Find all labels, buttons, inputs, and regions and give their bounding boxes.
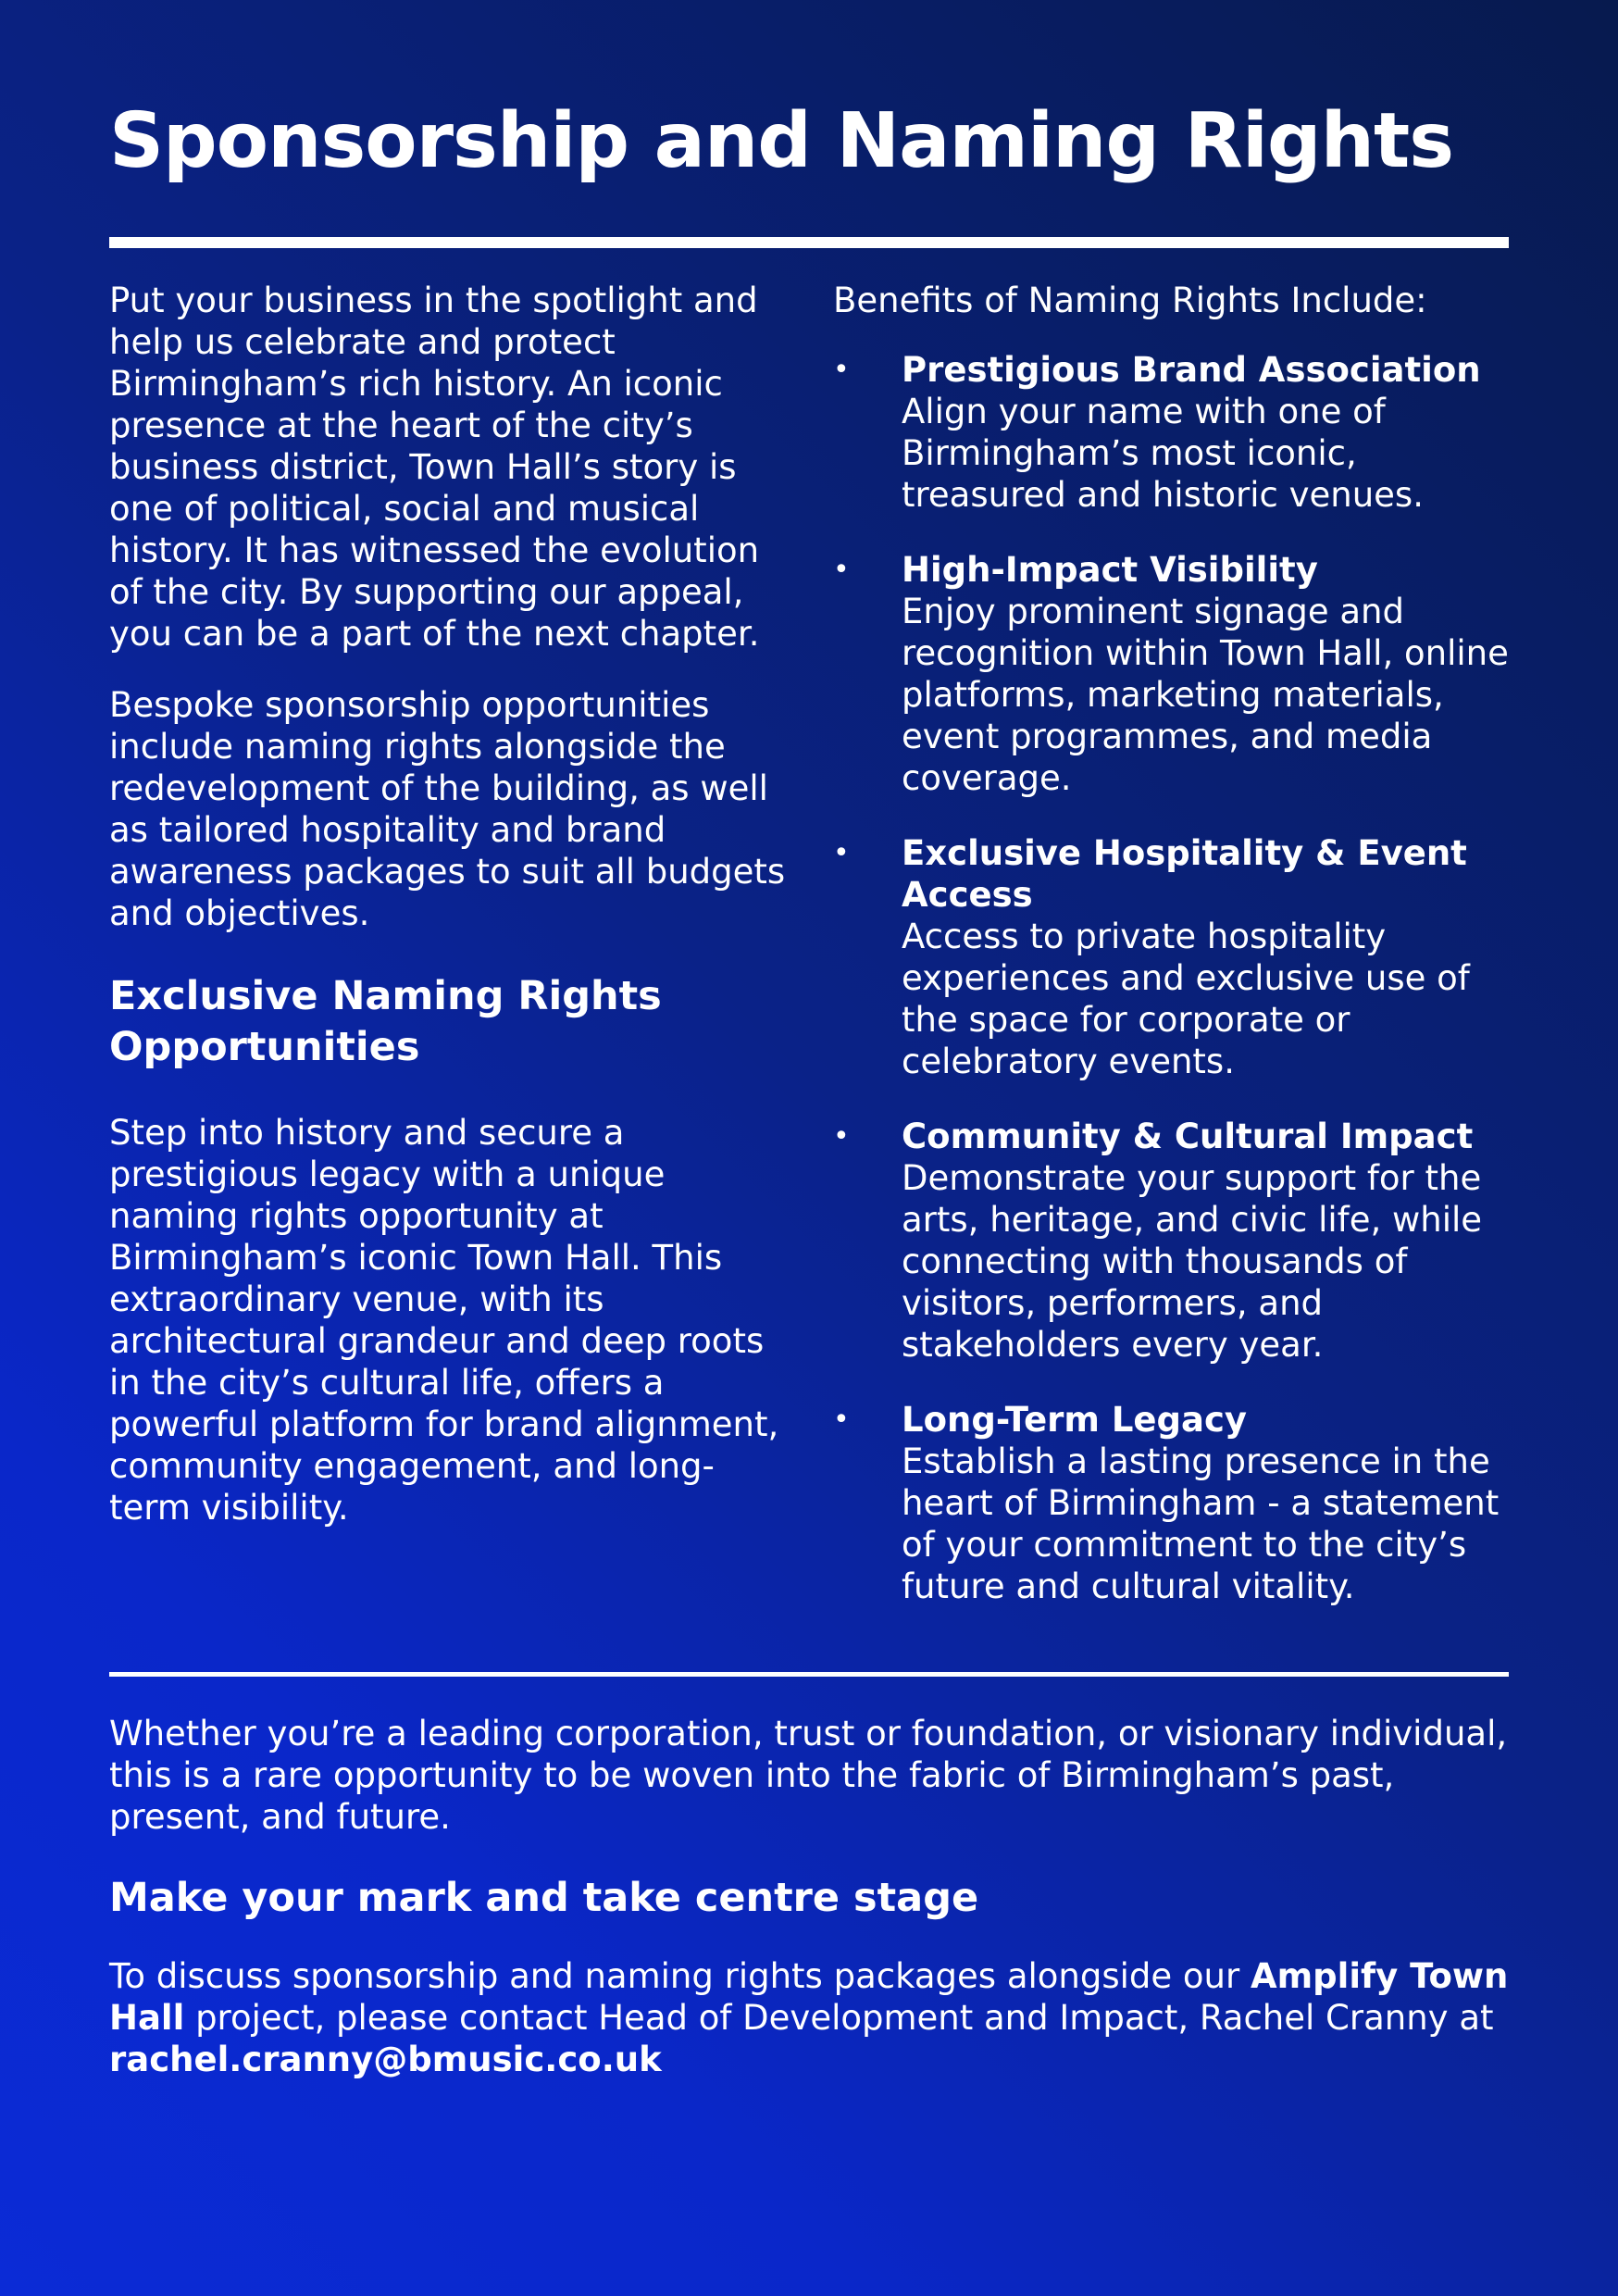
benefit-description: Establish a lasting presence in the heart of Birmingham - a statement of your commitment to the city’s future and cultural vitality. (902, 1441, 1500, 1606)
benefit-item (833, 832, 1509, 1082)
bullet-icon: • (833, 1404, 850, 1436)
benefits-list (833, 349, 1509, 1607)
contact-paragraph (109, 1955, 1509, 2080)
page-title: Sponsorship and Naming Rights (109, 97, 1454, 185)
benefit-description: Access to private hospitality experiences and exclusive use of the space for corporate or celebratory events. (902, 917, 1470, 1081)
bullet-icon: • (833, 1120, 850, 1153)
benefits-intro: Benefits of Naming Rights Include: (833, 281, 1427, 320)
benefit-item (833, 349, 1509, 516)
cta-heading: Make your mark and take centre stage (109, 1875, 979, 1921)
bullet-icon: • (833, 554, 850, 586)
benefit-description: Demonstrate your support for the arts, heritage, and civic life, while connecting with thousands of visitors, performers, and stakeholders every year. (902, 1158, 1483, 1365)
intro-paragraph: Put your business in the spotlight and help us celebrate and protect Birmingham’s rich history. An iconic presence at the heart of the city’s business district, Town Hall’s story is one of political, social and musical history. It has witnessed the evolution of the city. By supporting our appeal, you can be a part of the next chapter. (109, 281, 760, 654)
contact-text-middle: project, please contact Head of Development and Impact, Rachel Cranny at (184, 1998, 1494, 2038)
benefit-title: High-Impact Visibility (902, 550, 1318, 590)
naming-rights-paragraph: Step into history and secure a prestigious legacy with a unique naming rights opportunity at Birmingham’s iconic Town Hall. This extraordinary venue, with its architectural grandeur and deep roots in the city’s cultural life, offers a powerful platform for brand alignment, community engagement, and long-term visibility. (109, 1113, 779, 1528)
closing-statement: Whether you’re a leading corporation, trust or foundation, or visionary individual, this is a rare opportunity to be woven into the fabric of Birmingham’s past, present, and future. (109, 1714, 1508, 1837)
benefit-description: Enjoy prominent signage and recognition within Town Hall, online platforms, marketing materials, event programmes, and media coverage. (902, 592, 1509, 798)
closing-section (109, 1713, 1509, 2080)
benefit-description: Align your name with one of Birmingham’s most iconic, treasured and historic venues. (902, 392, 1424, 515)
project-name: Amplify Town Hall (109, 1956, 1509, 2038)
benefit-title: Prestigious Brand Association (902, 350, 1481, 390)
left-column (109, 280, 794, 1529)
benefit-title: Community & Cultural Impact (902, 1117, 1474, 1156)
benefit-title: Exclusive Hospitality & Event Access (902, 833, 1467, 915)
contact-email-link[interactable]: rachel.cranny@bmusic.co.uk (109, 2040, 662, 2079)
bullet-icon: • (833, 837, 850, 869)
benefit-title: Long-Term Legacy (902, 1400, 1248, 1440)
contact-text-lead: To discuss sponsorship and naming rights packages alongside our (109, 1956, 1251, 1996)
bullet-icon: • (833, 354, 850, 386)
benefit-item (833, 549, 1509, 799)
document-page (109, 0, 1509, 2296)
closing-divider (109, 1672, 1509, 1677)
title-divider (109, 237, 1509, 248)
naming-rights-heading: Exclusive Naming Rights Opportunities (109, 973, 662, 1070)
benefit-item (833, 1399, 1509, 1607)
bespoke-paragraph: Bespoke sponsorship opportunities include naming rights alongside the redevelopment of the building, as well as tailored hospitality and brand awareness packages to suit all budgets and objectives. (109, 685, 786, 933)
benefit-item (833, 1116, 1509, 1366)
right-column (833, 280, 1509, 1641)
